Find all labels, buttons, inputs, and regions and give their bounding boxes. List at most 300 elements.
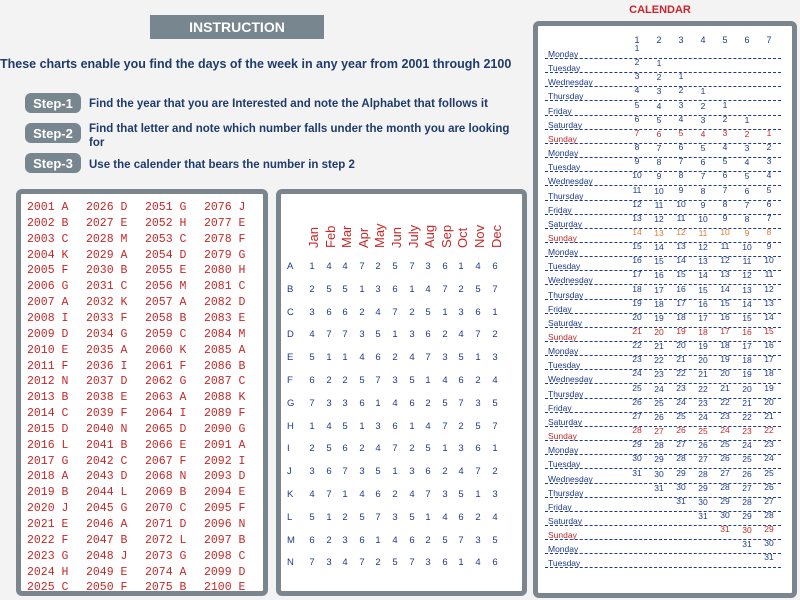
calendar-day-label: Tuesday bbox=[548, 459, 581, 470]
month-code-cell: 1 bbox=[309, 261, 315, 272]
row-letter: N bbox=[287, 557, 294, 569]
calendar-date-cell: 21 bbox=[720, 382, 730, 393]
month-code-cell: 5 bbox=[326, 283, 332, 295]
calendar-day-label: Saturday bbox=[548, 119, 583, 130]
calendar-day-label: Tuesday bbox=[548, 261, 581, 272]
calendar-date-cell: 11 bbox=[764, 269, 774, 280]
month-code-cell: 7 bbox=[425, 489, 431, 500]
month-code-cell: 4 bbox=[309, 489, 315, 500]
year-letter-cell: 2007 A bbox=[27, 296, 69, 310]
month-code-cell: 5 bbox=[409, 375, 415, 386]
calendar-date-cell: 20 bbox=[632, 311, 642, 322]
year-letter-cell: 2078 F bbox=[204, 232, 246, 246]
calendar-date-cell: 28 bbox=[764, 509, 774, 520]
year-letter-cell: 2089 F bbox=[204, 407, 246, 421]
year-letter-cell: 2059 C bbox=[145, 327, 187, 341]
month-code-cell: 1 bbox=[342, 352, 348, 364]
month-code-cell: 2 bbox=[492, 466, 498, 478]
calendar-date-cell: 22 bbox=[698, 383, 708, 394]
month-code-cell: 4 bbox=[492, 375, 498, 386]
calendar-date-cell: 2 bbox=[766, 142, 772, 153]
month-code-cell: 1 bbox=[309, 420, 315, 432]
calendar-date-cell: 14 bbox=[632, 226, 642, 237]
calendar-date-cell: 5 bbox=[634, 99, 640, 110]
calendar-date-cell: 9 bbox=[766, 241, 772, 252]
year-letter-cell: 2009 D bbox=[27, 327, 69, 341]
month-code-cell: 7 bbox=[392, 443, 398, 455]
month-code-cell: 2 bbox=[309, 283, 315, 295]
calendar-date-cell: 1 bbox=[722, 99, 728, 110]
calendar-date-cell: 10 bbox=[720, 226, 730, 237]
month-code-cell: 7 bbox=[492, 420, 498, 432]
calendar-date-cell: 15 bbox=[720, 297, 730, 308]
calendar-date-cell: 25 bbox=[742, 454, 752, 465]
calendar-date-cell: 19 bbox=[698, 341, 708, 352]
month-code-cell: 7 bbox=[326, 329, 332, 341]
calendar-column-header: 1 bbox=[634, 35, 640, 45]
month-code-cell: 5 bbox=[442, 397, 448, 409]
calendar-column-header: 6 bbox=[744, 35, 750, 45]
calendar-date-cell: 8 bbox=[656, 157, 662, 168]
calendar-date-cell: 12 bbox=[720, 255, 730, 266]
month-code-cell: 4 bbox=[342, 261, 348, 272]
calendar-day-label: Thursday bbox=[548, 289, 584, 300]
calendar-date-cell: 23 bbox=[698, 397, 708, 408]
month-header: Oct bbox=[455, 227, 470, 248]
calendar-date-cell: 23 bbox=[764, 439, 774, 450]
month-code-cell: 3 bbox=[359, 329, 365, 341]
calendar-date-cell: 13 bbox=[764, 297, 774, 308]
calendar-day-label: Wednesday bbox=[548, 77, 593, 88]
month-code-cell: 5 bbox=[458, 489, 464, 500]
month-code-cell: 7 bbox=[409, 557, 415, 569]
calendar-date-cell: 30 bbox=[632, 453, 642, 464]
calendar-date-cell: 4 bbox=[678, 113, 684, 124]
calendar-date-cell: 26 bbox=[720, 453, 730, 464]
month-code-cell: 1 bbox=[392, 466, 398, 478]
calendar-day-label: Monday bbox=[548, 247, 579, 258]
month-code-cell: 6 bbox=[392, 283, 398, 295]
calendar-date-cell: 24 bbox=[720, 425, 730, 436]
calendar-date-cell: 7 bbox=[678, 156, 684, 167]
month-code-cell: 7 bbox=[359, 261, 365, 272]
calendar-date-cell: 7 bbox=[744, 199, 750, 210]
calendar-date-cell: 23 bbox=[676, 382, 686, 393]
month-code-cell: 6 bbox=[492, 557, 498, 569]
calendar-date-cell: 4 bbox=[700, 128, 706, 139]
calendar-day-label: Sunday bbox=[548, 530, 577, 541]
calendar-day-label: Thursday bbox=[548, 91, 584, 102]
month-code-cell: 1 bbox=[425, 511, 431, 523]
calendar-date-cell: 19 bbox=[742, 369, 752, 380]
calendar-column-header: 4 bbox=[700, 35, 706, 45]
year-letter-cell: 2033 F bbox=[86, 311, 128, 325]
calendar-date-cell: 17 bbox=[676, 297, 686, 308]
month-header: July bbox=[406, 224, 421, 248]
calendar-date-cell: 12 bbox=[632, 198, 642, 209]
year-letter-cell: 2015 D bbox=[27, 422, 69, 436]
month-code-cell: 6 bbox=[475, 443, 481, 455]
month-code-cell: 7 bbox=[309, 557, 315, 569]
calendar-date-cell: 11 bbox=[720, 241, 730, 252]
month-code-cell: 1 bbox=[458, 557, 464, 569]
calendar-date-cell: 4 bbox=[656, 100, 662, 111]
calendar-date-cell: 17 bbox=[764, 354, 774, 365]
calendar-column-header: 7 bbox=[766, 35, 772, 45]
row-letter: A bbox=[287, 261, 294, 272]
calendar-date-cell: 18 bbox=[676, 311, 686, 322]
calendar-date-cell: 14 bbox=[676, 255, 686, 266]
calendar-date-cell: 19 bbox=[632, 297, 642, 308]
month-code-cell: 2 bbox=[342, 511, 348, 523]
calendar-day-label: Thursday bbox=[548, 190, 584, 201]
calendar-date-cell: 22 bbox=[632, 340, 642, 351]
year-letter-cell: 2008 I bbox=[27, 311, 69, 325]
year-letter-cell: 2057 A bbox=[145, 296, 187, 310]
year-letter-cell: 2075 B bbox=[145, 581, 187, 595]
month-code-cell: 3 bbox=[492, 352, 498, 364]
calendar-date-cell: 9 bbox=[656, 171, 662, 182]
month-code-cell: 5 bbox=[442, 534, 448, 546]
calendar-date-cell: 8 bbox=[634, 142, 640, 153]
calendar-date-cell: 31 bbox=[742, 539, 752, 550]
step-3-label: Step-3 bbox=[25, 153, 81, 173]
calendar-date-cell: 28 bbox=[676, 453, 686, 464]
month-code-cell: 4 bbox=[359, 352, 365, 364]
month-code-cell: 7 bbox=[392, 306, 398, 318]
year-letter-cell: 2006 G bbox=[27, 280, 69, 294]
calendar-date-cell: 27 bbox=[742, 482, 752, 493]
calendar-date-cell: 30 bbox=[676, 481, 686, 492]
calendar-date-cell: 9 bbox=[700, 199, 706, 210]
year-letter-cell: 2036 I bbox=[86, 359, 128, 373]
calendar-date-cell: 26 bbox=[764, 481, 774, 492]
calendar-day-label: Friday bbox=[548, 402, 572, 413]
year-letter-cell: 2003 C bbox=[27, 232, 69, 246]
calendar-date-cell: 29 bbox=[632, 439, 642, 450]
calendar-date-cell: 14 bbox=[742, 298, 752, 309]
calendar-day-label: Saturday bbox=[548, 416, 583, 427]
calendar-date-cell: 7 bbox=[722, 184, 728, 195]
month-code-cell: 7 bbox=[475, 466, 481, 478]
calendar-date-cell: 5 bbox=[678, 127, 684, 138]
instruction-header: INSTRUCTION bbox=[150, 15, 324, 39]
calendar-date-cell: 10 bbox=[764, 255, 774, 266]
calendar-date-cell: 3 bbox=[678, 99, 684, 110]
month-code-cell: 3 bbox=[309, 306, 315, 318]
month-code-cell: 1 bbox=[458, 261, 464, 272]
calendar-day-label: Monday bbox=[548, 544, 579, 555]
month-code-cell: 1 bbox=[359, 283, 365, 295]
year-letter-cell: 2093 D bbox=[204, 470, 246, 484]
calendar-date-cell: 18 bbox=[720, 340, 730, 351]
calendar-date-cell: 13 bbox=[720, 269, 730, 280]
month-code-cell: 3 bbox=[458, 306, 464, 318]
calendar-date-cell: 10 bbox=[632, 170, 642, 181]
calendar-date-cell: 2 bbox=[634, 57, 640, 68]
calendar-date-cell: 15 bbox=[742, 312, 752, 323]
row-letter: K bbox=[287, 489, 294, 500]
year-letter-cell: 2094 E bbox=[204, 486, 246, 500]
year-letter-cell: 2088 K bbox=[204, 391, 246, 405]
calendar-date-cell: 19 bbox=[764, 382, 774, 393]
calendar-day-label: Thursday bbox=[548, 487, 584, 498]
step-1-text: Find the year that you are Interested and note the Alphabet that follows it bbox=[89, 98, 488, 110]
year-letter-cell: 2030 B bbox=[86, 264, 128, 278]
calendar-date-cell: 28 bbox=[720, 481, 730, 492]
year-letter-cell: 2054 D bbox=[145, 248, 187, 262]
calendar-date-cell: 6 bbox=[634, 113, 640, 124]
month-code-cell: 5 bbox=[409, 511, 415, 523]
row-letter: M bbox=[287, 534, 295, 546]
calendar-date-cell: 4 bbox=[634, 85, 640, 96]
month-code-cell: 4 bbox=[492, 511, 498, 523]
month-code-cell: 3 bbox=[375, 283, 381, 295]
month-code-cell: 5 bbox=[359, 375, 365, 386]
calendar-date-cell: 28 bbox=[698, 468, 708, 479]
calendar-date-cell: 29 bbox=[742, 510, 752, 521]
calendar-date-cell: 16 bbox=[654, 270, 664, 281]
year-letter-cell: 2049 E bbox=[86, 565, 128, 579]
month-code-cell: 3 bbox=[392, 511, 398, 523]
calendar-date-cell: 7 bbox=[766, 212, 772, 223]
year-letter-cell: 2048 J bbox=[86, 549, 128, 563]
month-code-cell: 7 bbox=[425, 352, 431, 364]
month-code-cell: 1 bbox=[326, 352, 332, 364]
month-code-cell: 4 bbox=[392, 397, 398, 409]
month-code-cell: 6 bbox=[309, 375, 315, 386]
year-letter-cell: 2097 B bbox=[204, 533, 246, 547]
calendar-date-cell: 14 bbox=[698, 270, 708, 281]
calendar-date-cell: 21 bbox=[654, 341, 664, 352]
month-code-cell: 6 bbox=[326, 306, 332, 318]
month-code-cell: 5 bbox=[359, 511, 365, 523]
calendar-date-cell: 24 bbox=[698, 411, 708, 422]
month-code-cell: 6 bbox=[392, 420, 398, 432]
calendar-date-cell: 16 bbox=[720, 311, 730, 322]
month-header: May bbox=[372, 223, 387, 248]
year-letter-cell: 2070 C bbox=[145, 502, 187, 516]
calendar-date-cell: 8 bbox=[700, 185, 706, 196]
year-letter-cell: 2025 C bbox=[27, 581, 69, 595]
month-code-cell: 7 bbox=[326, 489, 332, 500]
calendar-day-label: Tuesday bbox=[548, 162, 581, 173]
year-letter-cell: 2046 A bbox=[86, 518, 128, 531]
calendar-date-cell: 22 bbox=[764, 425, 774, 436]
calendar-date-cell: 12 bbox=[698, 242, 708, 253]
calendar-date-cell: 5 bbox=[744, 171, 750, 182]
year-letter-cell: 2016 L bbox=[27, 438, 69, 452]
calendar-date-cell: 1 bbox=[678, 71, 684, 82]
calendar-date-cell: 13 bbox=[632, 212, 642, 223]
year-letter-cell: 2028 M bbox=[86, 232, 128, 246]
month-code-cell: 4 bbox=[425, 283, 431, 295]
month-code-cell: 7 bbox=[458, 534, 464, 546]
row-letter: E bbox=[287, 352, 294, 364]
month-code-cell: 3 bbox=[475, 397, 481, 409]
calendar-date-cell: 1 bbox=[766, 127, 772, 138]
calendar-day-label: Friday bbox=[548, 105, 572, 116]
calendar-date-cell: 8 bbox=[678, 170, 684, 181]
month-code-cell: 2 bbox=[425, 397, 431, 409]
year-letter-cell: 2065 D bbox=[145, 422, 187, 436]
calendar-date-cell: 14 bbox=[720, 283, 730, 294]
year-letter-cell: 2062 G bbox=[145, 375, 187, 389]
calendar-date-cell: 9 bbox=[634, 156, 640, 167]
year-letter-cell: 2072 L bbox=[145, 533, 187, 547]
calendar-date-cell: 6 bbox=[656, 128, 662, 139]
calendar-date-cell: 13 bbox=[742, 284, 752, 295]
month-code-cell: 6 bbox=[409, 397, 415, 409]
calendar-date-cell: 10 bbox=[654, 185, 664, 196]
calendar-day-label: Sunday bbox=[548, 431, 577, 442]
calendar-day-label: Thursday bbox=[548, 388, 584, 399]
year-letter-cell: 2027 E bbox=[86, 216, 128, 230]
month-code-cell: 5 bbox=[425, 306, 431, 318]
year-letter-cell: 2098 C bbox=[204, 549, 246, 563]
year-letter-cell: 2055 E bbox=[145, 264, 187, 278]
month-code-cell: 2 bbox=[409, 306, 415, 318]
calendar-date-cell: 3 bbox=[634, 71, 640, 82]
month-code-cell: 6 bbox=[309, 534, 315, 546]
calendar-date-cell: 3 bbox=[700, 114, 706, 125]
calendar-date-cell: 22 bbox=[720, 396, 730, 407]
month-code-cell: 2 bbox=[442, 466, 448, 478]
calendar-date-cell: 21 bbox=[764, 410, 774, 421]
month-code-cell: 2 bbox=[392, 352, 398, 364]
calendar-date-cell: 10 bbox=[742, 242, 752, 253]
calendar-date-cell: 9 bbox=[722, 212, 728, 223]
year-letter-cell: 2024 H bbox=[27, 565, 69, 579]
calendar-day-label: Monday bbox=[548, 346, 579, 357]
calendar-date-cell: 19 bbox=[654, 312, 664, 323]
month-code-cell: 5 bbox=[425, 443, 431, 455]
year-letter-cell: 2083 E bbox=[204, 311, 246, 325]
calendar-date-cell: 2 bbox=[700, 100, 706, 111]
year-letter-cell: 2076 J bbox=[204, 201, 246, 214]
calendar-date-cell: 17 bbox=[698, 312, 708, 323]
year-letter-cell: 2038 E bbox=[86, 391, 128, 405]
calendar-date-cell: 27 bbox=[632, 410, 642, 421]
month-code-cell: 7 bbox=[342, 329, 348, 341]
year-letter-cell: 2053 C bbox=[145, 232, 187, 246]
year-letter-cell: 2029 A bbox=[86, 248, 128, 262]
calendar-date-cell: 3 bbox=[766, 156, 772, 167]
calendar-date-cell: 11 bbox=[676, 212, 686, 223]
month-code-cell: 7 bbox=[375, 511, 381, 523]
calendar-date-cell: 15 bbox=[654, 256, 664, 267]
calendar-date-cell: 25 bbox=[720, 439, 730, 450]
calendar-date-cell: 29 bbox=[764, 524, 774, 535]
year-letter-cell: 2021 E bbox=[27, 518, 69, 531]
month-code-cell: 3 bbox=[326, 397, 332, 409]
calendar-date-cell: 31 bbox=[632, 467, 642, 478]
month-code-cell: 1 bbox=[492, 443, 498, 455]
year-letter-cell: 2001 A bbox=[27, 201, 69, 214]
calendar-date-cell: 27 bbox=[764, 495, 774, 506]
calendar-date-cell: 30 bbox=[742, 525, 752, 536]
calendar-date-cell: 11 bbox=[742, 256, 752, 267]
month-code-cell: 4 bbox=[309, 329, 315, 341]
year-letter-cell: 2064 I bbox=[145, 407, 187, 421]
month-code-cell: 3 bbox=[442, 489, 448, 500]
calendar-date-cell: 26 bbox=[698, 440, 708, 451]
year-letter-cell: 2022 F bbox=[27, 533, 69, 547]
month-code-cell: 1 bbox=[492, 306, 498, 318]
month-code-cell: 5 bbox=[492, 397, 498, 409]
calendar-date-cell: 15 bbox=[676, 269, 686, 280]
month-code-cell: 1 bbox=[442, 443, 448, 455]
year-letter-cell: 2090 G bbox=[204, 422, 246, 436]
calendar-day-label: Wednesday bbox=[548, 176, 593, 187]
calendar-date-cell: 3 bbox=[744, 143, 750, 154]
month-header: Dec bbox=[489, 224, 504, 248]
year-letter-cell: 2044 L bbox=[86, 486, 128, 500]
calendar-date-cell: 4 bbox=[766, 170, 772, 181]
calendar-date-cell: 29 bbox=[720, 495, 730, 506]
subtitle: These charts enable you find the days of the week in any year from 2001 through 2100 bbox=[0, 57, 512, 71]
month-code-cell: 7 bbox=[442, 420, 448, 432]
month-code-cell: 6 bbox=[458, 375, 464, 386]
calendar-date-cell: 18 bbox=[654, 298, 664, 309]
calendar-date-cell: 1 bbox=[744, 114, 750, 125]
calendar-date-cell: 24 bbox=[676, 396, 686, 407]
month-code-cell: 5 bbox=[375, 329, 381, 341]
calendar-date-cell: 9 bbox=[744, 227, 750, 238]
calendar-date-cell: 26 bbox=[654, 411, 664, 422]
month-code-cell: 5 bbox=[342, 283, 348, 295]
month-header: Jun bbox=[389, 227, 404, 248]
year-letter-cell: 2100 E bbox=[204, 581, 246, 595]
month-code-cell: 2 bbox=[392, 489, 398, 500]
month-code-cell: 5 bbox=[326, 443, 332, 455]
month-header: Jan bbox=[306, 227, 321, 248]
month-code-cell: 2 bbox=[409, 443, 415, 455]
year-letter-cell: 2096 N bbox=[204, 518, 246, 531]
calendar-date-cell: 3 bbox=[656, 86, 662, 97]
calendar-date-cell: 19 bbox=[720, 354, 730, 365]
row-letter: C bbox=[287, 306, 294, 318]
month-code-cell: 1 bbox=[475, 352, 481, 364]
year-letter-cell: 2092 I bbox=[204, 454, 246, 468]
calendar-date-cell: 24 bbox=[742, 440, 752, 451]
calendar-date-cell: 14 bbox=[764, 311, 774, 322]
month-code-cell: 2 bbox=[458, 283, 464, 295]
month-code-cell: 2 bbox=[475, 511, 481, 523]
calendar-day-label: Wednesday bbox=[548, 374, 593, 385]
calendar-date-cell: 20 bbox=[698, 355, 708, 366]
year-letter-cell: 2019 B bbox=[27, 486, 69, 500]
calendar-date-cell: 5 bbox=[656, 114, 662, 125]
calendar-date-cell: 22 bbox=[676, 368, 686, 379]
year-letter-cell: 2050 F bbox=[86, 581, 128, 595]
year-letter-cell: 2073 G bbox=[145, 549, 187, 563]
year-letter-cell: 2039 F bbox=[86, 407, 128, 421]
calendar-date-cell: 11 bbox=[632, 184, 642, 195]
year-letter-cell: 2043 D bbox=[86, 470, 128, 484]
calendar-title: CALENDAR bbox=[629, 4, 691, 16]
month-code-cell: 4 bbox=[359, 489, 365, 500]
month-code-cell: 7 bbox=[409, 261, 415, 272]
calendar-date-cell: 6 bbox=[722, 170, 728, 181]
year-letter-cell: 2004 K bbox=[27, 248, 69, 262]
calendar-date-cell: 18 bbox=[764, 368, 774, 379]
calendar-date-cell: 25 bbox=[654, 397, 664, 408]
month-code-cell: 3 bbox=[375, 420, 381, 432]
calendar-day-label: Monday bbox=[548, 445, 579, 456]
calendar-day-label: Sunday bbox=[548, 232, 577, 243]
calendar-date-cell: 23 bbox=[742, 426, 752, 437]
